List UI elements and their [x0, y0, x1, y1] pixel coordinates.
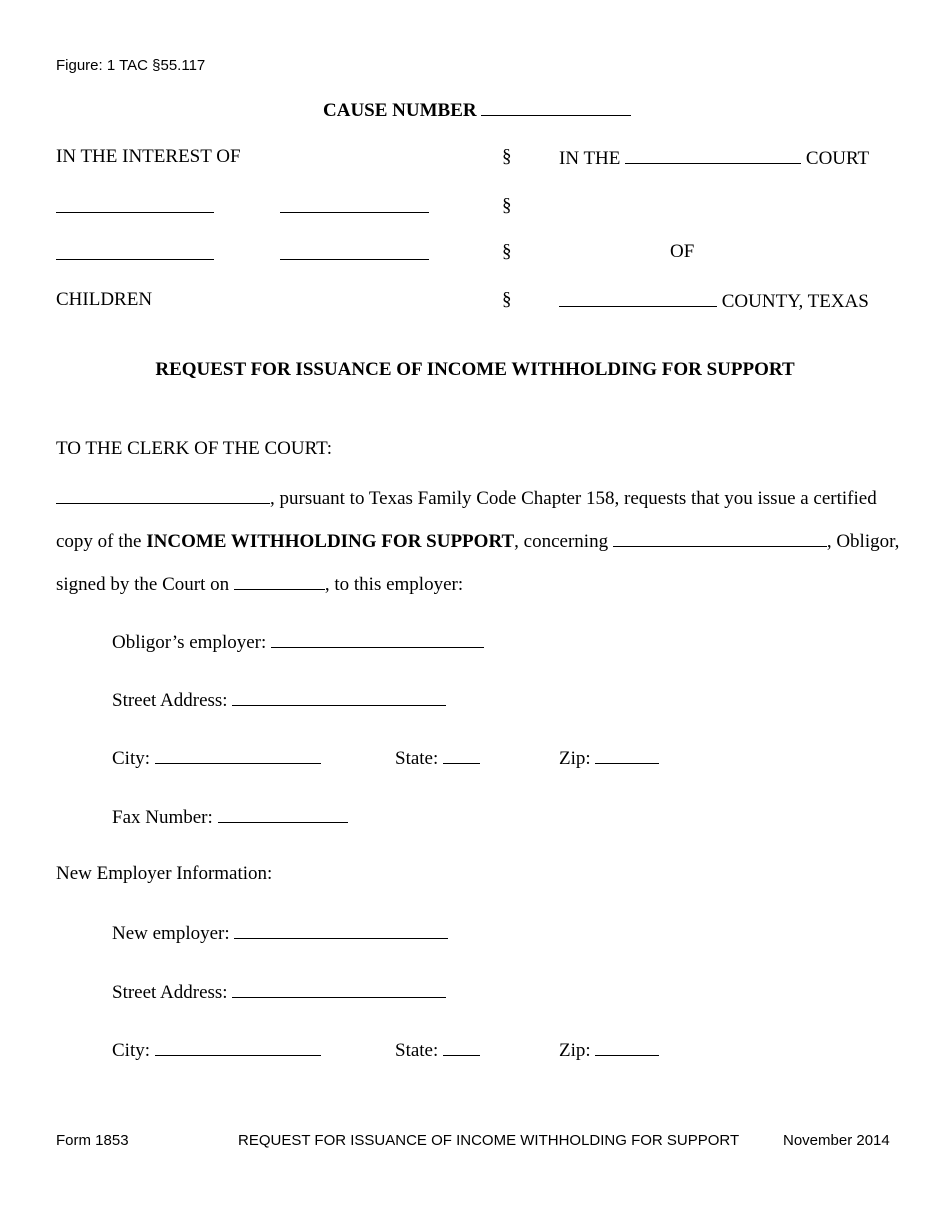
child-name-blank-1[interactable] — [56, 196, 214, 213]
child-name-blank-4[interactable] — [280, 243, 429, 260]
cause-number-blank[interactable] — [481, 99, 631, 116]
city-label: City: — [112, 748, 151, 769]
street-address-label: Street Address: — [112, 690, 228, 711]
employer-city-field — [112, 747, 321, 768]
body-line-2-bold: INCOME WITHHOLDING FOR SUPPORT — [146, 531, 515, 552]
body-line-2-suffix: , Obligor, — [826, 531, 900, 552]
zip-label: Zip: — [559, 748, 591, 769]
cause-number-label: CAUSE NUMBER — [323, 100, 477, 121]
city-blank[interactable] — [155, 747, 321, 764]
body-line-2-middle: , concerning — [514, 531, 613, 552]
body-line-1 — [56, 487, 877, 508]
body-line-2 — [56, 530, 899, 551]
child-name-blank-2[interactable] — [280, 196, 429, 213]
body-line-3 — [56, 573, 463, 594]
employer-blank[interactable] — [271, 631, 484, 648]
new-employer-state-field — [395, 1039, 480, 1060]
footer-form-number: Form 1853 — [56, 1132, 129, 1149]
caption-children: CHILDREN — [56, 289, 153, 310]
section-symbol: § — [502, 146, 512, 167]
header-note: Figure: 1 TAC §55.117 — [56, 57, 206, 74]
caption-court: COURT — [805, 148, 870, 169]
city-label: City: — [112, 1040, 151, 1061]
employer-zip-field — [559, 747, 659, 768]
new-employer-blank[interactable] — [234, 922, 448, 939]
employer-state-field — [395, 747, 480, 768]
new-employer-zip-field — [559, 1039, 659, 1060]
new-employer-street-field — [112, 981, 446, 1002]
caption-in-the: IN THE — [559, 148, 621, 169]
footer-title: REQUEST FOR ISSUANCE OF INCOME WITHHOLDING FOR SUPPORT — [238, 1132, 740, 1149]
caption-county-line — [559, 290, 869, 311]
new-employer-city-field — [112, 1039, 321, 1060]
document-title: REQUEST FOR ISSUANCE OF INCOME WITHHOLDING FOR SUPPORT — [155, 359, 795, 380]
body-line-1-text: , pursuant to Texas Family Code Chapter 158, requests that you issue a certified — [270, 488, 877, 509]
body-line-3-suffix: , to this employer: — [324, 574, 464, 595]
state-label: State: — [395, 748, 439, 769]
employer-street-field — [112, 689, 446, 710]
county-name-blank[interactable] — [559, 290, 717, 307]
section-symbol: § — [502, 241, 512, 262]
signed-date-blank[interactable] — [234, 573, 325, 590]
body-line-2-prefix: copy of the — [56, 531, 147, 552]
obligor-name-blank[interactable] — [613, 530, 827, 547]
body-line-3-prefix: signed by the Court on — [56, 574, 234, 595]
new-employer-field — [112, 922, 448, 943]
new-employer-label: New employer: — [112, 923, 230, 944]
court-name-blank[interactable] — [625, 147, 801, 164]
new-employer-heading: New Employer Information: — [56, 863, 273, 884]
employer-label: Obligor’s employer: — [112, 632, 267, 653]
state-label: State: — [395, 1040, 439, 1061]
zip-blank[interactable] — [595, 1039, 659, 1056]
employer-fax-field — [112, 806, 348, 827]
fax-number-label: Fax Number: — [112, 807, 213, 828]
cause-number — [323, 99, 631, 120]
state-blank[interactable] — [443, 1039, 480, 1056]
street-address-blank[interactable] — [232, 981, 446, 998]
state-blank[interactable] — [443, 747, 480, 764]
fax-number-blank[interactable] — [218, 806, 348, 823]
requester-name-blank[interactable] — [56, 487, 270, 504]
caption-county-texas: COUNTY, TEXAS — [721, 291, 869, 312]
zip-label: Zip: — [559, 1040, 591, 1061]
street-address-blank[interactable] — [232, 689, 446, 706]
section-symbol: § — [502, 195, 512, 216]
caption-interest-of: IN THE INTEREST OF — [56, 146, 241, 167]
footer-date: November 2014 — [783, 1132, 890, 1149]
salutation: TO THE CLERK OF THE COURT: — [56, 438, 333, 459]
section-symbol: § — [502, 289, 512, 310]
child-name-blank-3[interactable] — [56, 243, 214, 260]
caption-of: OF — [670, 241, 695, 262]
city-blank[interactable] — [155, 1039, 321, 1056]
zip-blank[interactable] — [595, 747, 659, 764]
street-address-label: Street Address: — [112, 982, 228, 1003]
employer-field — [112, 631, 484, 652]
caption-court-line — [559, 147, 869, 168]
